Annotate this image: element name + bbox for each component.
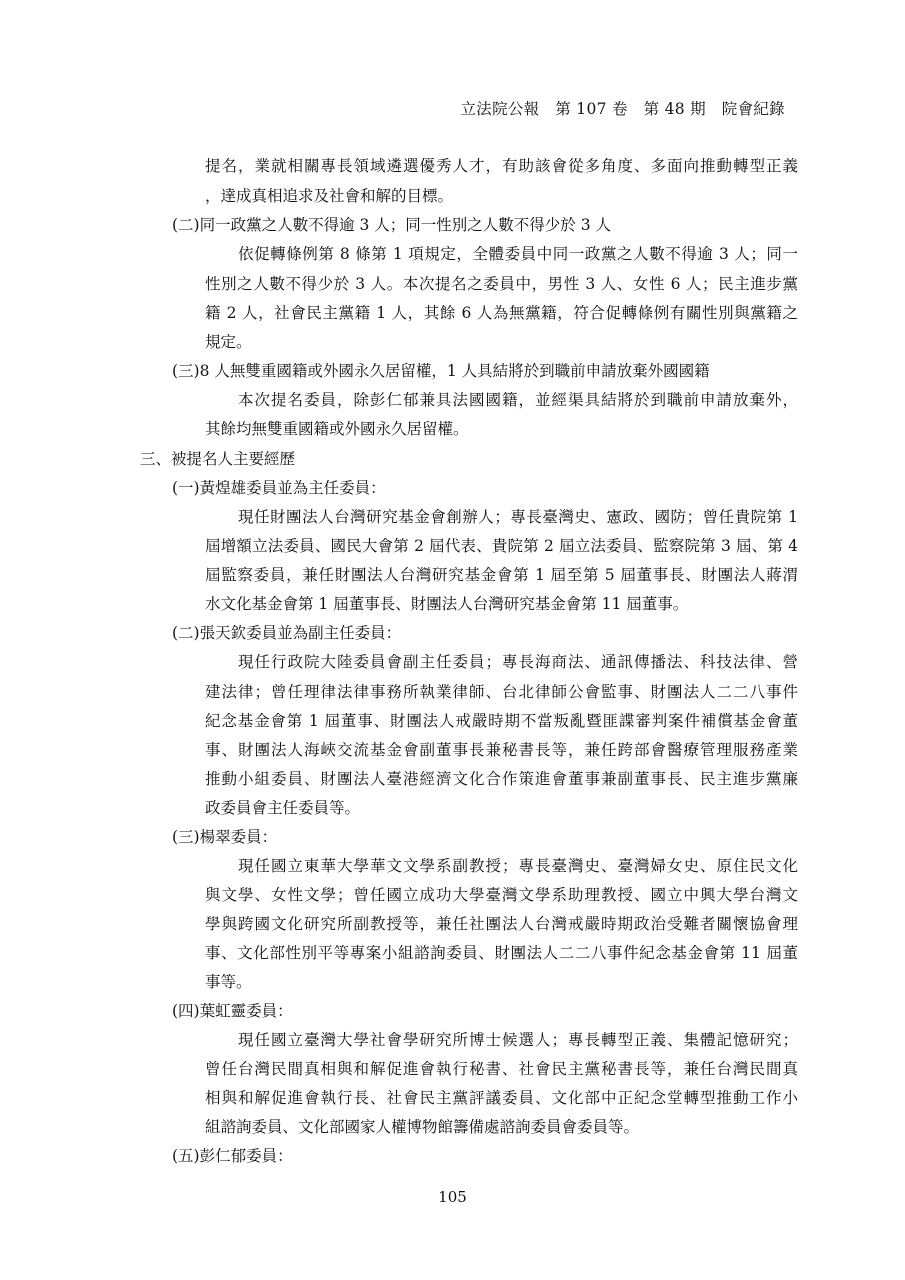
body-line: 屆增額立法委員、國民大會第 2 屆代表、貴院第 2 屆立法委員、監察院第 3 屆、第 4 <box>205 537 798 555</box>
body-line: 性別之人數不得少於 3 人。本次提名之委員中，男性 3 人、女性 6 人；民主進步黨 <box>205 275 798 293</box>
body-line: 現任國立臺灣大學社會學研究所博士候選人；專長轉型正義、集體記憶研究； <box>238 1031 798 1049</box>
body-line: 建法律；曾任理律法律事務所執業律師、台北律師公會監事、財團法人二二八事件 <box>205 683 798 701</box>
body-line: 其餘均無雙重國籍或外國永久居留權。 <box>205 420 469 438</box>
body-line: 事、財團法人海峽交流基金會副董事長兼秘書長等，兼任跨部會醫療管理服務產業 <box>205 741 798 759</box>
subsection-heading: (二)同一政黨之人數不得逾 3 人；同一性別之人數不得少於 3 人 <box>172 216 612 234</box>
body-line: 政委員會主任委員等。 <box>205 799 361 817</box>
subsection-heading: (四)葉虹靈委員： <box>172 1002 293 1020</box>
body-line: ，達成真相追求及社會和解的目標。 <box>205 187 454 205</box>
body-line: 曾任台灣民間真相與和解促進會執行秘書、社會民主黨秘書長等，兼任台灣民間真 <box>205 1060 798 1078</box>
subsection-heading: (二)張天欽委員並為副主任委員： <box>172 624 402 642</box>
body-line: 學與跨國文化研究所副教授等，兼任社團法人台灣戒嚴時期政治受難者關懷協會理 <box>205 915 798 933</box>
body-line: 與文學、女性文學；曾任國立成功大學臺灣文學系助理教授、國立中興大學台灣文 <box>205 886 798 904</box>
body-line: 現任行政院大陸委員會副主任委員；專長海商法、通訊傳播法、科技法律、營 <box>238 653 798 671</box>
body-line: 依促轉條例第 8 條第 1 項規定，全體委員中同一政黨之人數不得逾 3 人；同一 <box>238 245 798 263</box>
body-line: 事等。 <box>205 973 252 991</box>
body-line: 推動小組委員、財團法人臺港經濟文化合作策進會董事兼副董事長、民主進步黨廉 <box>205 770 798 788</box>
body-line: 屆監察委員，兼任財團法人台灣研究基金會第 1 屆至第 5 屆董事長、財團法人蔣渭 <box>205 566 798 584</box>
body-line: 籍 2 人，社會民主黨籍 1 人，其餘 6 人為無黨籍，符合促轉條例有關性別與黨籍之 <box>205 304 798 322</box>
body-line: 組諮詢委員、文化部國家人權博物館籌備處諮詢委員會委員等。 <box>205 1118 640 1136</box>
page-number: 105 <box>438 1188 467 1206</box>
gazette-header: 立法院公報 第 107 卷 第 48 期 院會紀錄 <box>460 100 785 118</box>
body-line: 水文化基金會第 1 屆董事長、財團法人台灣研究基金會第 11 屆董事。 <box>205 595 689 613</box>
subsection-heading: (五)彭仁郁委員： <box>172 1147 293 1165</box>
subsection-heading: (三)8 人無雙重國籍或外國永久居留權，1 人具結將於到職前申請放棄外國國籍 <box>172 362 710 380</box>
body-line: 現任財團法人台灣研究基金會創辦人；專長臺灣史、憲政、國防；曾任貴院第 1 <box>238 508 798 526</box>
body-line: 相與和解促進會執行長、社會民主黨評議委員、文化部中正紀念堂轉型推動工作小 <box>205 1089 798 1107</box>
body-line: 現任國立東華大學華文文學系副教授；專長臺灣史、臺灣婦女史、原住民文化 <box>238 857 798 875</box>
body-line: 提名，業就相關專長領域遴選優秀人才，有助該會從多角度、多面向推動轉型正義 <box>205 157 798 175</box>
body-line: 本次提名委員，除彭仁郁兼具法國國籍，並經渠具結將於到職前申請放棄外， <box>238 391 798 409</box>
subsection-heading: (一)黃煌雄委員並為主任委員： <box>172 479 386 497</box>
section-heading: 三、被提名人主要經歷 <box>140 450 296 468</box>
body-line: 規定。 <box>205 333 252 351</box>
body-line: 事、文化部性別平等專案小組諮詢委員、財團法人二二八事件紀念基金會第 11 屆董 <box>205 944 798 962</box>
subsection-heading: (三)楊翠委員： <box>172 828 278 846</box>
body-line: 紀念基金會第 1 屆董事、財團法人戒嚴時期不當叛亂暨匪諜審判案件補償基金會董 <box>205 712 798 730</box>
